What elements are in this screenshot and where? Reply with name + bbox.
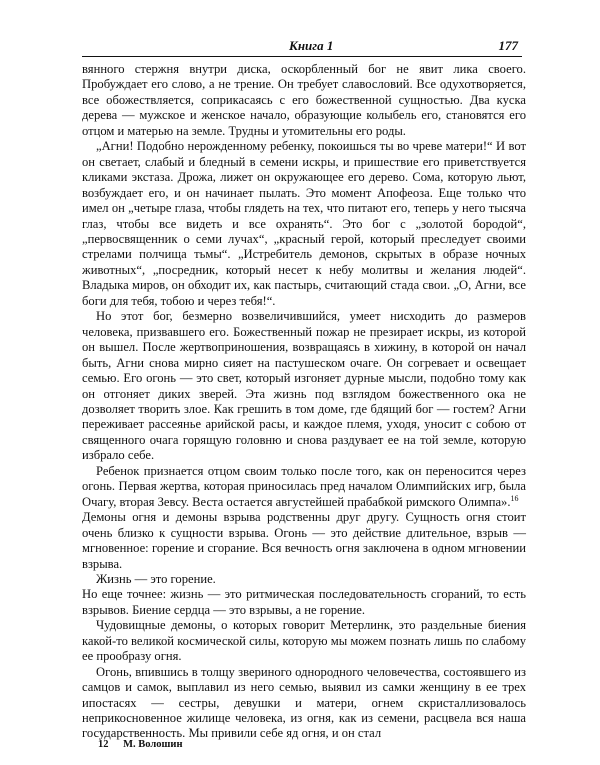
paragraph: Но еще точнее: жизнь — это ритмическая последовательность сгораний, то есть взрывов. Биение сердца — это взрывы, а не горение.	[82, 587, 526, 617]
paragraph	[82, 464, 526, 510]
paragraph: Огонь, впившись в толщу звериного однородного человечества, состоявшего из самцов и самок, выплавил из него семью, выявил из самки женщину в ее трех ипостасях — сестры, девушки и матери, огнем скристаллизовалось неприкосновенное жилище человека, из огня, как из семени, расцвела вся наша государственность. Мы привили себе яд огня, и он стал	[82, 664, 526, 741]
printer-signature	[98, 739, 183, 750]
paragraph: Но этот бог, безмерно возвеличившийся, умеет нисходить до размеров человека, призвавшего его. Божественный пожар не презирает искры, из которой он вышел. После жертвоприношения, возвращаясь в хижину, в которой он начал быть, Агни снова мирно сияет на пастушеском очаге. Он согревает и освещает семью. Его огонь — это свет, который изгоняет дурные мысли, подобно тому как он отгоняет диких зверей. Эта жизнь под взглядом божественного ока не дозволяет творить злое. Как грешить в том доме, где бдящий бог — гостем? Агни переживает рассеянье арийской расы, и каждое племя, уходя, уносит с собою от священного очага горящую головню и снова раздувает ее на той земле, которую избрало себе.	[82, 309, 526, 463]
page-number: 177	[498, 38, 518, 53]
book-title: Книга 1	[289, 38, 334, 53]
paragraph: вянного стержня внутри диска, оскорбленный бог не явит лика своего. Пробуждает его слово, а не трение. Он требует славословий. Все одухотворяется, все обожествляется, соприкасаясь с его божественной сущностью. Два куска дерева — мужское и женское начало, образующие колыбель его, становятся его отцом и матерью на земле. Трудны и утомительны его роды.	[82, 62, 526, 138]
paragraph: Чудовищные демоны, о которых говорит Метерлинк, это раздельные биения какой-то великой космической силы, которую мы можем познать лишь по слабому ее прообразу огня.	[82, 618, 526, 664]
running-header	[82, 36, 522, 57]
paragraph-text: Ребенок признается отцом своим только после того, как он переносится через огонь. Первая жертва, которая приносилась пред началом Олимпийских игр, была Очагу, вторая Зевсу. Веста остается августейшей прабабкой римского Олимпа».	[82, 463, 526, 509]
signature-number: 12	[98, 739, 109, 750]
paragraph: Жизнь — это горение.	[96, 571, 216, 586]
paragraph: „Агни! Подобно нерожденному ребенку, покоишься ты во чреве матери!“ И вот он светает, слабый и бледный в семени искры, и пришествие его приветствуется кликами экстаза. Дрожа, лижет он окружающее его дерево. Сома, которую льют, возбуждает его, и он начинает пылать. Это момент Апофеоза. Еще только что имел он „четыре глаза, чтобы глядеть на тех, что питают его, теперь у него тысяча глаз, чтобы все видеть и все охранять“. Это бог с „золотой бородой“, „первосвященник о семи лучах“, „красный герой, который преследует своими стрелами полчища тьмы“. „Истребитель демонов, скрытых в образе ночных животных“, „посредник, который несет к небу молитвы и желания людей“. Владыка миров, он обходит их, как пастырь, считающий стада свои. „О, Агни, все боги для тебя, тобою и через тебя!“.	[82, 139, 526, 308]
paragraph: Демоны огня и демоны взрыва родственны друг другу. Сущность огня стоит очень близко к сущности взрыва. Огонь — это действие длительное, взрыв — мгновенное: горение и сгорание. Вся вечность огня заключена в одном мгновении взрыва.	[82, 510, 526, 571]
main-text	[82, 62, 526, 742]
author-name: М. Волошин	[123, 739, 183, 750]
footnote-reference[interactable]: 16	[510, 493, 519, 503]
